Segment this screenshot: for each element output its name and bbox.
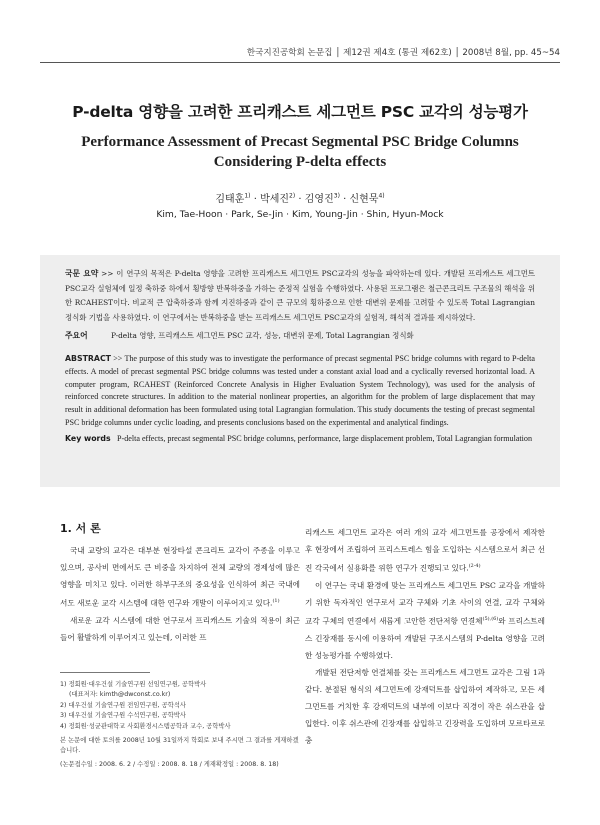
right-paragraph-2-text-a: 이 연구는 국내 환경에 맞는 프리캐스트 세그먼트 PSC 교각을 개발하기 위한 독자적인 연구로서 교각 구체와 기초 사이의 연결, 교각 구체와 교각 구체의 연결에서 새롭게 고안한 전단저항 연결체 [305, 580, 545, 626]
right-paragraph-1-text: 리캐스트 세그먼트 교각은 여러 개의 교각 세그먼트를 공장에서 제작한 후 현장에서 조립하여 프리스트레스 힘을 도입하는 시스템으로서 최근 선진 각국에서 실용화를 위한 연구가 진행되고 있다. [305, 528, 545, 573]
authors-english: Kim, Tae-Hoon · Park, Se-Jin · Kim, Young-Jin · Shin, Hyun-Mock [156, 209, 444, 220]
left-column [60, 520, 300, 646]
intro-paragraph-2: 새로운 교각 시스템에 대한 연구로서 프리캐스트 기술의 적용이 최근 들어 활발하게 이루어지고 있는데, 이러한 프 [60, 615, 300, 642]
right-paragraph-2 [305, 577, 545, 664]
right-paragraph-1 [305, 524, 545, 577]
title-korean: P-delta 영향을 고려한 프리캐스트 세그먼트 PSC 교각의 성능평가 [72, 103, 528, 121]
author-name: 김태훈 [215, 194, 245, 205]
footnote-item [60, 701, 300, 711]
author-separator: · [295, 194, 305, 205]
citation: (2-4) [468, 563, 481, 570]
authors-korean [40, 190, 560, 205]
author-mark: 4) [378, 192, 385, 200]
abstract-english [65, 353, 535, 430]
footnotes [60, 680, 300, 770]
abstract-korean [65, 267, 535, 325]
footnote-item [60, 711, 300, 721]
submission-dates: (논문접수일 : 2008. 6. 2 / 수정일 : 2008. 8. 18 / 게재확정일 : 2008. 8. 18) [60, 760, 279, 768]
footnote-item [60, 690, 300, 700]
keywords-english-text: P-delta effects, precast segmental PSC bridge columns, performance, large displacement problem, Total Lagrangian formulation [117, 433, 533, 443]
footnote-text: 대우건설 기술연구원 전임연구원, 공학석사 [68, 701, 186, 709]
footnote-text: 대우건설 기술연구원 수석연구원, 공학박사 [68, 712, 186, 720]
abstract-korean-text: >> 이 연구의 목적은 P-delta 영향을 고려한 프리캐스트 세그먼트 PSC교각의 성능을 파악하는데 있다. 개발된 프리캐스트 세그먼트 PSC교각 실험체에 일정 축하중 하에서 횡방향 반복하중을 가하는 준정적 실험을 수행하였다. 사용된 프로그램은 철근콘크리트 구조물의 해석을 위한 RCAHEST이다. 비교적 큰 압축하중과 함께 지진하중과 같이 큰 규모의 횡하중으로 인한 대변위 문제를 고려할 수 있도록 Total Lagrangian 정식화 기법을 사용하였다. 이 연구에서는 반복하중을 받는 프리캐스트 세그먼트 PSC교각의 실험적, 해석적 결과를 제시하였다. [65, 269, 535, 322]
journal-header: 한국지진공학회 논문집 │ 제12권 제4호 (통권 제62호) │ 2008년 8월, pp. 45~54 [246, 48, 560, 58]
abstract-korean-label: 국문 요약 [65, 269, 99, 278]
section-heading: 1. 서 론 [60, 522, 101, 535]
footnote-text: 정회원·성균관대학교 사회환경시스템공학과 교수, 공학박사 [68, 722, 231, 730]
keywords-korean [65, 329, 535, 344]
keywords-english [65, 433, 535, 446]
title-english [40, 132, 560, 172]
title-english-line2: Considering P-delta effects [213, 154, 387, 170]
citation: (5),(6) [482, 616, 499, 622]
abstract-english-label: ABSTRACT [65, 353, 111, 363]
header-rule [40, 62, 560, 63]
keywords-korean-label: 주요어 [65, 331, 88, 341]
footnote-rule [60, 672, 150, 673]
right-paragraph-2-text-b: 와 프리스트레스 긴장재를 동시에 이용하여 개발된 구조시스템의 P-delta 영향을 고려한 성능평가를 수행하였다. [305, 616, 545, 660]
footnote-item [60, 680, 300, 690]
author-mark: 1) [244, 192, 251, 200]
title-english-line1: Performance Assessment of Precast Segmental PSC Bridge Columns [81, 134, 519, 150]
keywords-english-label: Key words [65, 433, 111, 443]
footnote-mark: 1) [60, 681, 67, 688]
abstract-box [40, 255, 560, 487]
author-separator: · [250, 194, 261, 205]
author-separator: · [339, 194, 350, 205]
footnote-text: (대표저자: kimth@dwconst.co.kr) [69, 691, 171, 699]
right-column [305, 524, 545, 749]
footnote-text: 정회원·대우건설 기술연구원 선임연구원, 공학박사 [68, 681, 207, 688]
intro-paragraph-1-text: 국내 교량의 교각은 대부분 현장타설 콘크리트 교각이 주종을 이루고 있으며, 공사비 면에서도 큰 비중을 차지하여 전체 교량의 경제성에 많은 영향을 미치고 있다. 이러한 하부구조의 중요성을 인식하여 최근 국내에서도 새로운 교각 시스템에 대한 연구와 개발이 이루어지고 있다. [60, 546, 300, 608]
footnote-mark: 4) [60, 722, 67, 730]
footnote-mark: 3) [60, 712, 67, 720]
author-mark: 3) [333, 192, 340, 200]
citation: (1) [272, 598, 280, 605]
author-name: 김영진 [304, 194, 334, 205]
right-paragraph-3: 개발된 전단저항 연결체를 갖는 프리캐스트 세그먼트 교각은 그림 1과 같다. 분절된 형식의 세그먼트에 강재덕트를 삽입하여 제작하고, 모든 세그먼트를 거치한 후 강재덕트의 내부에 이보다 직경이 작은 쉬스관을 삽입한다. 이후 쉬스관에 긴장재를 삽입하고 긴장력을 도입하며 모르타르로 충 [305, 667, 545, 746]
author-name: 신현묵 [349, 194, 379, 205]
author-name: 박세진 [260, 194, 290, 205]
keywords-korean-text: P-delta 영향, 프리캐스트 세그먼트 PSC 교각, 성능, 대변위 문제, Total Lagrangian 정식화 [111, 331, 414, 341]
footnote-mark: 2) [60, 701, 67, 709]
footnote-item [60, 722, 300, 732]
discussion-note: 본 논문에 대한 토의를 2008년 10월 31일까지 학회로 보내 주시면 그 결과를 게재하겠습니다. [60, 737, 299, 755]
author-mark: 2) [289, 192, 296, 200]
intro-paragraph-1 [60, 542, 300, 612]
abstract-english-text: >> The purpose of this study was to investigate the performance of precast segmental PSC bridge columns with regard to P-delta effects. A model of precast segmental PSC bridge columns was tested under a constant axial load and a cyclically reversed horizontal load. A computer program, RCAHEST (Reinforced Concrete Analysis in Higher Evaluation System Technology), was used for the analysis of reinforced concrete structures. In addition to the material nonlinear properties, an algorithm for the problem of large displacement that may result in additional deformation has been formulated using total Lagrangian formulation. This study documents the testing of precast segmental PSC bridge columns under cyclic loading, and presents conclusions based on the experimental and analytical findings. [65, 353, 535, 427]
